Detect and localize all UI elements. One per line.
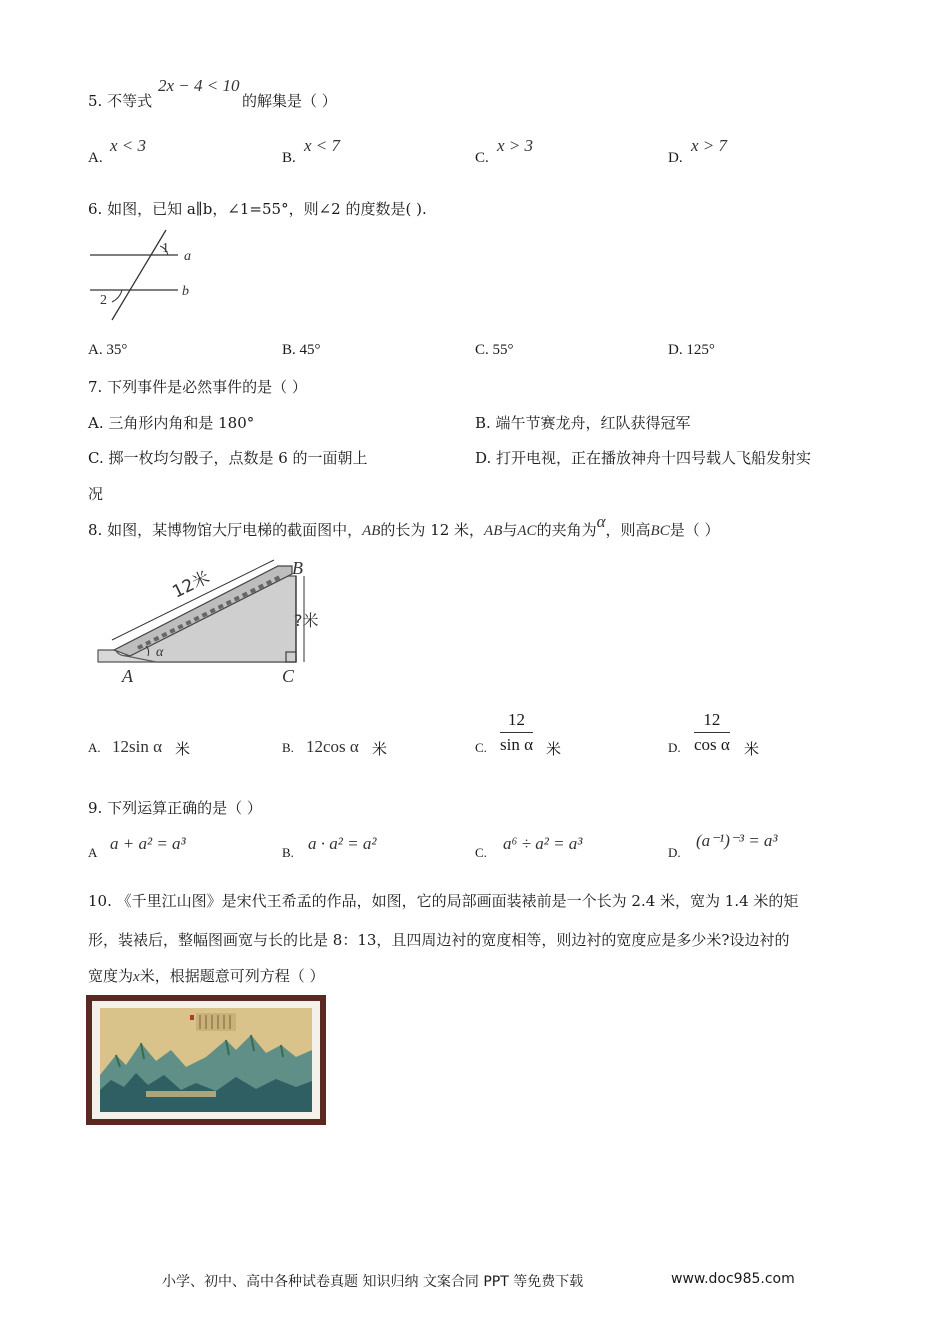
q10-line3-b: 米，根据题意可列方程（ ） (139, 967, 325, 985)
q5-option-d-label: D. (668, 150, 683, 166)
q5-option-b-expr: x < 7 (304, 136, 341, 155)
q8-ab: AB (362, 523, 381, 539)
q7-option-b: B. 端午节赛龙舟，红队获得冠军 (475, 414, 691, 432)
q9-option-a-expr: a + a² = a³ (110, 834, 186, 853)
q8-height-label: ?米 (294, 611, 319, 630)
q5-prefix: 5. 不等式 (88, 92, 153, 110)
q8-stem-a: 8. 如图，某博物馆大厅电梯的截面图中， (88, 521, 363, 539)
q9-option-b-expr: a · a² = a² (308, 834, 377, 853)
q8-option-c-label: C. (475, 740, 487, 755)
q8-option-d-numerator: 12 (703, 710, 721, 729)
q8-stem-b: 的长为 12 米， (380, 521, 485, 539)
q6-angle2-label: 2 (100, 293, 107, 308)
q6-stem: 6. 如图，已知 a∥b，∠1=55°，则∠2 的度数是( ). (88, 200, 427, 218)
q8-option-c-fraction (500, 710, 533, 755)
q9-option-d-expr: (a⁻¹)⁻³ = a³ (696, 831, 778, 850)
q8-point-c: C (282, 666, 295, 686)
q9-option-b-label: B. (282, 845, 294, 860)
q8-option-b-label: B. (282, 740, 294, 755)
q10-variable-x: x (133, 969, 140, 985)
q5-option-a-expr: x < 3 (110, 136, 147, 155)
q7-option-d: D. 打开电视，正在播放神舟十四号载人飞船发射实 (475, 449, 812, 467)
q8-stem (88, 512, 720, 540)
q8-option-d-label: D. (668, 740, 681, 755)
q7-option-c: C. 掷一枚均匀骰子，点数是 6 的一面朝上 (88, 449, 368, 467)
q9-option-c-expr: a⁶ ÷ a² = a³ (503, 834, 583, 853)
q8-option-d-denominator: cos α (694, 735, 730, 754)
q8-option-c-numerator: 12 (508, 710, 525, 729)
q9-stem: 9. 下列运算正确的是（ ） (88, 799, 262, 817)
q8-stem-e: ，则高 (605, 521, 651, 539)
q7-option-a: A. 三角形内角和是 180° (88, 414, 255, 432)
q8-point-b: B (292, 558, 303, 578)
q6-angle1-label: 1 (162, 241, 169, 256)
q8-escalator-figure (96, 552, 336, 690)
q5-option-c-expr: x > 3 (497, 136, 534, 155)
footer-text: 小学、初中、高中各种试卷真题 知识归纳 文案合同 PPT 等免费下载 (162, 1274, 584, 1290)
q8-alpha: α (596, 512, 606, 531)
q6-option-c: C. 55° (475, 342, 514, 358)
q7-stem: 7. 下列事件是必然事件的是（ ） (88, 378, 307, 396)
q5-option-c-label: C. (475, 150, 489, 166)
q9-option-a-label: A (88, 845, 98, 860)
q8-option-b-unit: 米 (372, 740, 388, 758)
q10-water (146, 1091, 216, 1097)
q8-option-d-unit: 米 (744, 740, 760, 758)
q8-escalator-body (126, 576, 296, 662)
q6-line-b-label: b (182, 284, 189, 299)
q8-option-a-label: A. (88, 740, 101, 755)
q5-option-a-label: A. (88, 150, 103, 166)
q8-option-a-expr: 12sin α (112, 737, 162, 756)
q6-parallel-lines-figure (84, 228, 208, 324)
q6-option-a: A. 35° (88, 342, 128, 358)
q6-option-b: B. 45° (282, 342, 321, 358)
q10-framed-painting (86, 995, 326, 1125)
q5-suffix: 的解集是（ ） (242, 92, 337, 110)
q10-line3-a: 宽度为 (88, 967, 134, 985)
q5-option-b-label: B. (282, 150, 296, 166)
q8-option-b-expr: 12cos α (306, 737, 359, 756)
q7-option-d-wrap: 况 (88, 485, 104, 503)
q8-ab-2: AB (484, 523, 503, 539)
q8-stem-c: 与 (502, 521, 518, 539)
q6-transversal (112, 230, 166, 320)
q8-stem-f: 是（ ） (669, 521, 720, 539)
q6-angle2-arc (112, 290, 122, 302)
q8-option-a-unit: 米 (175, 740, 191, 758)
q6-line-a-label: a (184, 249, 191, 264)
q8-stem-d: 的夹角为 (536, 521, 597, 539)
q5-option-d-expr: x > 7 (691, 136, 728, 155)
q8-option-c-unit: 米 (546, 740, 562, 758)
q8-option-d-fraction (694, 710, 730, 755)
q9-option-d-label: D. (668, 845, 681, 860)
q8-point-a: A (122, 666, 133, 686)
q10-line1: 10. 《千里江山图》是宋代王希孟的作品，如图，它的局部画面装裱前是一个长为 2.4 米，宽为 1.4 米的矩 (88, 892, 799, 910)
q8-option-c-denominator: sin α (500, 735, 533, 754)
q8-alpha-label: α (156, 645, 164, 660)
q6-option-d: D. 125° (668, 342, 715, 358)
q8-bc: BC (650, 523, 670, 539)
q8-ac: AC (517, 523, 537, 539)
q8-length-label: 12米 (169, 567, 213, 603)
q10-seal (190, 1015, 194, 1020)
q5-inequality: 2x − 4 < 10 (158, 76, 240, 95)
q10-line2: 形，装裱后，整幅图画宽与长的比是 8：13，且四周边衬的宽度相等，则边衬的宽度应是多少米?设边衬的 (88, 931, 790, 949)
footer-url[interactable]: www.doc985.com (671, 1271, 795, 1287)
q10-line3 (88, 965, 324, 986)
q9-option-c-label: C. (475, 845, 487, 860)
